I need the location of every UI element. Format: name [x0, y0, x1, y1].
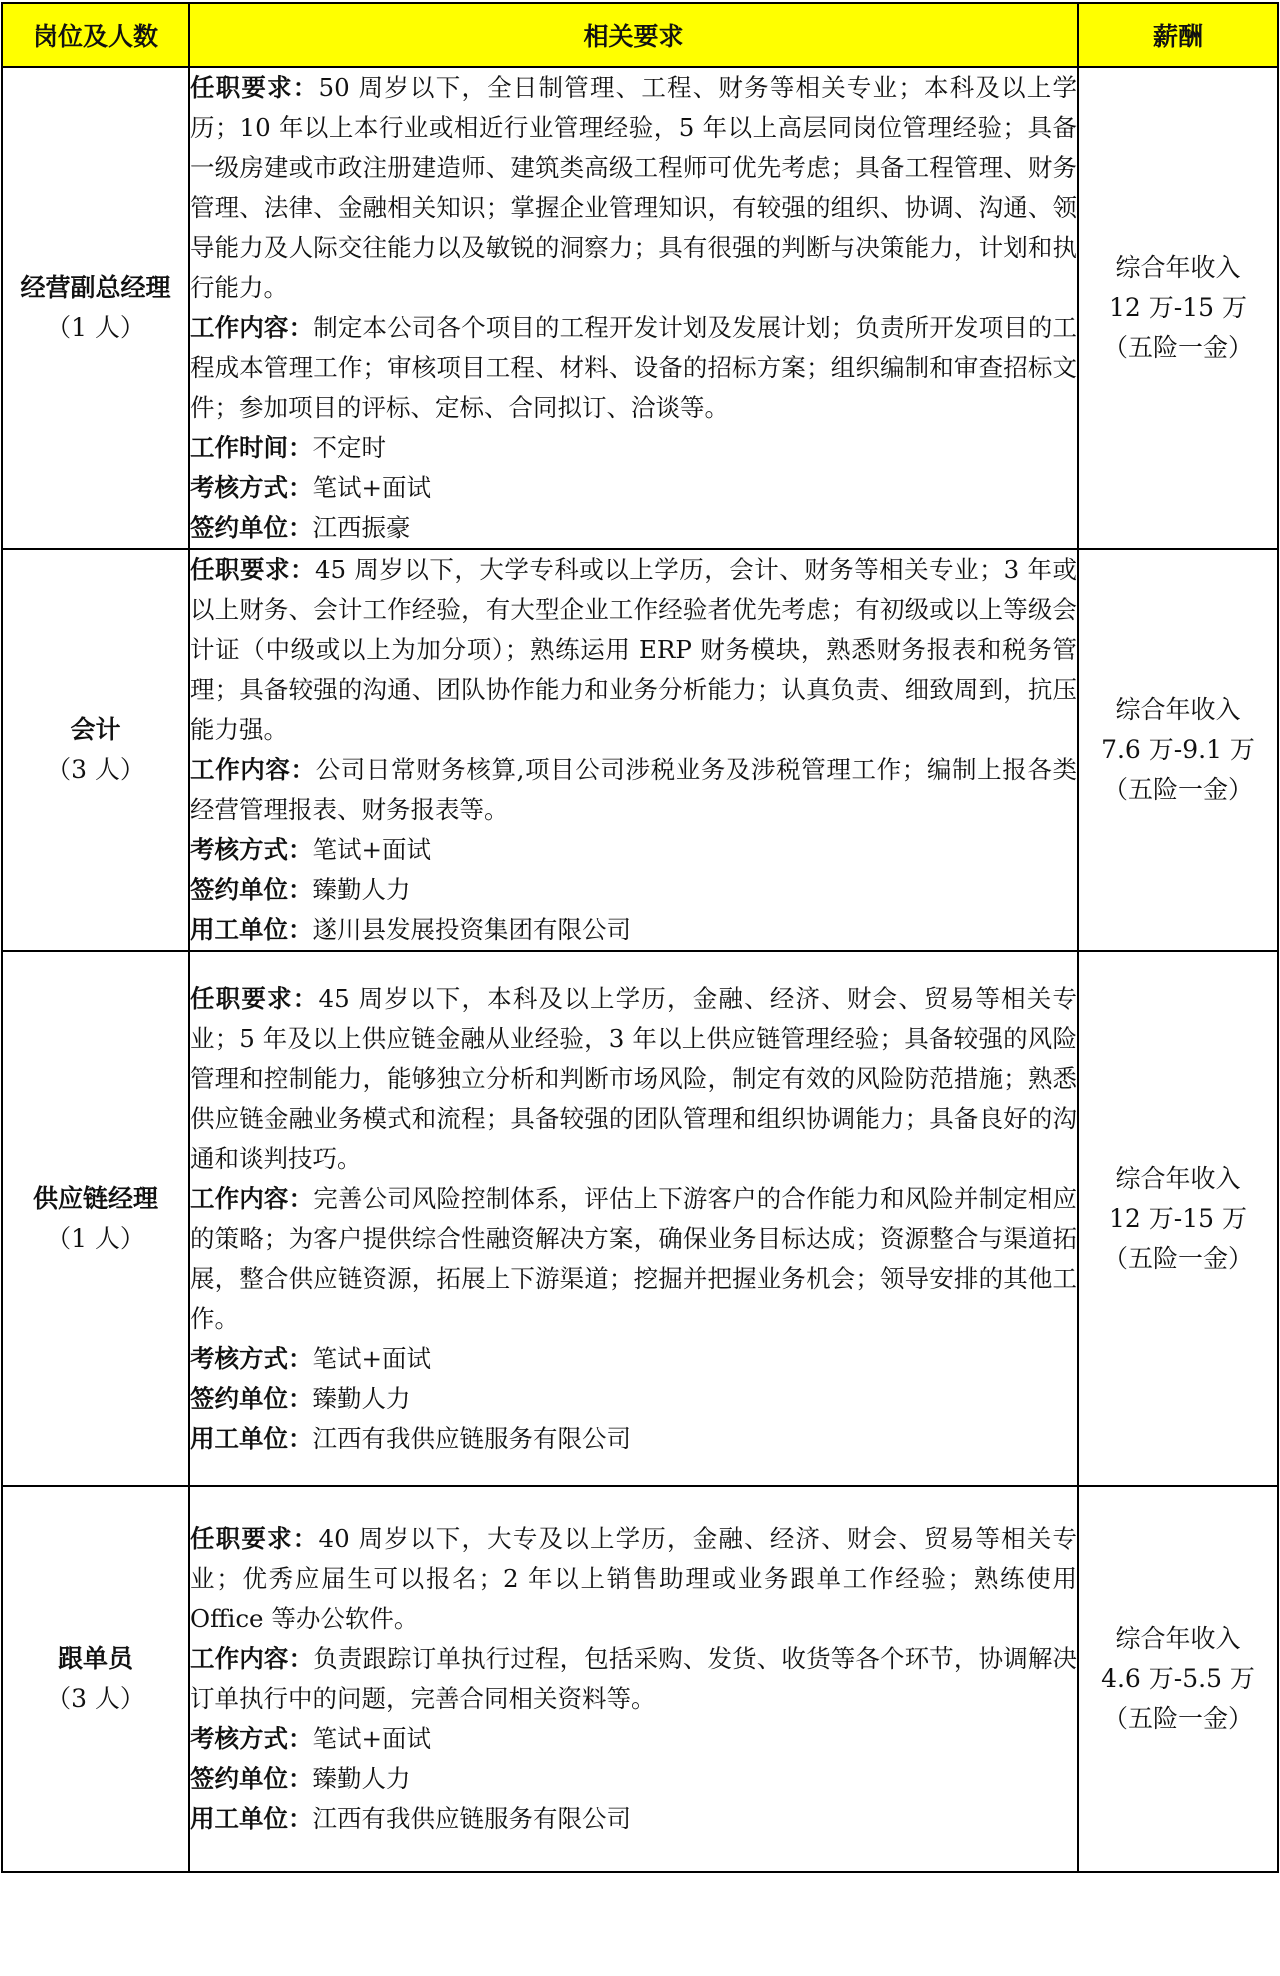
detail-value: 江西有我供应链服务有限公司: [312, 1423, 631, 1453]
detail-label: 用工单位：: [190, 1423, 313, 1453]
detail-line: [190, 468, 1077, 508]
salary-range: 7.6 万-9.1 万: [1101, 735, 1255, 764]
detail-value: 不定时: [312, 433, 386, 462]
detail-value: 臻勤人力: [312, 1764, 411, 1793]
detail-line: [190, 830, 1077, 870]
detail-label: 考核方式：: [190, 473, 313, 502]
duties-text: 负责跟踪订单执行过程，包括采购、发货、收货等各个环节，协调解决订单执行中的问题，完善合同相关资料等。: [190, 1644, 1078, 1713]
detail-value: 遂川县发展投资集团有限公司: [312, 915, 631, 944]
position-count: （3 人）: [46, 1684, 145, 1713]
qualification-text: 45 周岁以下，大学专科或以上学历，会计、财务等相关专业；3 年或以上财务、会计工作经验，有大型企业工作经验者优先考虑；有初级或以上等级会计证（中级或以上为加分项）；熟练运用 ERP 财务模块，熟悉财务报表和税务管理；具备较强的沟通、团队协作能力和业务分析能力；认真负责、细致周到，抗压能力强。: [190, 555, 1077, 744]
detail-label: 考核方式：: [190, 1343, 313, 1373]
position-title: 跟单员: [57, 1644, 133, 1673]
detail-value: 笔试+面试: [312, 1724, 432, 1753]
duties-label: 工作内容：: [190, 1644, 314, 1673]
detail-line: [190, 1379, 1077, 1419]
detail-label: 用工单位：: [190, 915, 313, 944]
position-cell: [2, 549, 189, 951]
qualification-paragraph: [190, 979, 1077, 1179]
qualification-label: 任职要求：: [190, 1524, 319, 1553]
detail-line: [190, 1799, 1077, 1839]
duties-paragraph: [190, 750, 1077, 830]
header-salary: 薪酬: [1078, 3, 1278, 67]
detail-label: 工作时间：: [190, 433, 313, 462]
duties-text: 公司日常财务核算,项目公司涉税业务及涉税管理工作；编制上报各类经营管理报表、财务报表等。: [190, 755, 1077, 824]
table-row: [2, 67, 1278, 549]
duties-paragraph: [190, 308, 1077, 428]
detail-value: 臻勤人力: [312, 1383, 411, 1413]
salary-cell: [1078, 549, 1278, 951]
detail-line: [190, 1419, 1077, 1459]
salary-cell: [1078, 951, 1278, 1486]
position-title: 供应链经理: [32, 1183, 158, 1213]
detail-value: 笔试+面试: [312, 473, 432, 502]
position-count: （3 人）: [46, 755, 145, 784]
salary-cell: [1078, 1486, 1278, 1872]
qualification-text: 50 周岁以下，全日制管理、工程、财务等相关专业；本科及以上学历；10 年以上本行业或相近行业管理经验，5 年以上高层同岗位管理经验；具备一级房建或市政注册建造师、建筑类高级工程师可优先考虑；具备工程管理、财务管理、法律、金融相关知识；掌握企业管理知识，有较强的组织、协调、沟通、领导能力及人际交往能力以及敏锐的洞察力；具有很强的判断与决策能力，计划和执行能力。: [190, 73, 1078, 302]
detail-line: [190, 508, 1077, 548]
table-row: [2, 951, 1278, 1486]
salary-benefits: （五险一金）: [1102, 1704, 1253, 1733]
duties-paragraph: [190, 1179, 1077, 1339]
position-cell: [2, 951, 189, 1486]
salary-label: 综合年收入: [1115, 695, 1241, 724]
header-requirements: 相关要求: [189, 3, 1078, 67]
qualification-paragraph: [190, 68, 1077, 308]
requirements-cell: [189, 67, 1078, 549]
salary-benefits: （五险一金）: [1102, 775, 1253, 804]
salary-label: 综合年收入: [1115, 1624, 1241, 1653]
detail-label: 签约单位：: [190, 1383, 313, 1413]
detail-value: 江西振豪: [312, 513, 411, 542]
detail-line: [190, 1719, 1077, 1759]
detail-line: [190, 1759, 1077, 1799]
table-header-row: [2, 3, 1278, 67]
detail-label: 考核方式：: [190, 835, 313, 864]
salary-range: 12 万-15 万: [1109, 293, 1247, 322]
qualification-text: 45 周岁以下，本科及以上学历，金融、经济、财会、贸易等相关专业；5 年及以上供应链金融从业经验，3 年以上供应链管理经验；具备较强的风险管理和控制能力，能够独立分析和判断市场风险，制定有效的风险防范措施；熟悉供应链金融业务模式和流程；具备较强的团队管理和组织协调能力；具备良好的沟通和谈判技巧。: [190, 983, 1078, 1173]
qualification-label: 任职要求：: [190, 555, 315, 584]
detail-value: 笔试+面试: [312, 1343, 432, 1373]
qualification-paragraph: [190, 550, 1077, 750]
salary-benefits: （五险一金）: [1102, 333, 1253, 362]
duties-label: 工作内容：: [190, 313, 314, 342]
salary-label: 综合年收入: [1115, 253, 1241, 282]
position-cell: [2, 1486, 189, 1872]
detail-line: [190, 870, 1077, 910]
detail-label: 用工单位：: [190, 1804, 313, 1833]
detail-label: 签约单位：: [190, 1764, 313, 1793]
salary-range: 4.6 万-5.5 万: [1101, 1664, 1255, 1693]
duties-paragraph: [190, 1639, 1077, 1719]
detail-line: [190, 428, 1077, 468]
requirements-cell: [189, 1486, 1078, 1872]
position-title: 经营副总经理: [20, 273, 171, 302]
detail-line: [190, 1339, 1077, 1379]
duties-text: 完善公司风险控制体系，评估上下游客户的合作能力和风险并制定相应的策略；为客户提供综合性融资解决方案，确保业务目标达成；资源整合与渠道拓展，整合供应链资源，拓展上下游渠道；挖掘并把握业务机会；领导安排的其他工作。: [190, 1183, 1078, 1333]
duties-label: 工作内容：: [190, 1183, 314, 1213]
qualification-text: 40 周岁以下，大专及以上学历，金融、经济、财会、贸易等相关专业；优秀应届生可以报名；2 年以上销售助理或业务跟单工作经验；熟练使用 Office 等办公软件。: [190, 1524, 1078, 1633]
requirements-cell: [189, 549, 1078, 951]
salary-benefits: （五险一金）: [1102, 1243, 1253, 1273]
position-count: （1 人）: [46, 313, 145, 342]
detail-value: 笔试+面试: [312, 835, 432, 864]
detail-value: 臻勤人力: [312, 875, 411, 904]
position-title: 会计: [70, 715, 121, 744]
position-cell: [2, 67, 189, 549]
table-row: [2, 1486, 1278, 1872]
detail-value: 江西有我供应链服务有限公司: [312, 1804, 631, 1833]
salary-range: 12 万-15 万: [1109, 1203, 1247, 1233]
detail-label: 签约单位：: [190, 513, 313, 542]
qualification-label: 任职要求：: [190, 983, 319, 1013]
salary-label: 综合年收入: [1115, 1163, 1241, 1193]
qualification-paragraph: [190, 1519, 1077, 1639]
salary-cell: [1078, 67, 1278, 549]
qualification-label: 任职要求：: [190, 73, 319, 102]
detail-label: 考核方式：: [190, 1724, 313, 1753]
duties-label: 工作内容：: [190, 755, 316, 784]
requirements-cell: [189, 951, 1078, 1486]
table-row: [2, 549, 1278, 951]
header-position: 岗位及人数: [2, 3, 189, 67]
duties-text: 制定本公司各个项目的工程开发计划及发展计划；负责所开发项目的工程成本管理工作；审核项目工程、材料、设备的招标方案；组织编制和审查招标文件；参加项目的评标、定标、合同拟订、洽谈等。: [190, 313, 1078, 422]
job-table: [1, 2, 1279, 1873]
detail-label: 签约单位：: [190, 875, 313, 904]
detail-line: [190, 910, 1077, 950]
position-count: （1 人）: [46, 1223, 145, 1253]
